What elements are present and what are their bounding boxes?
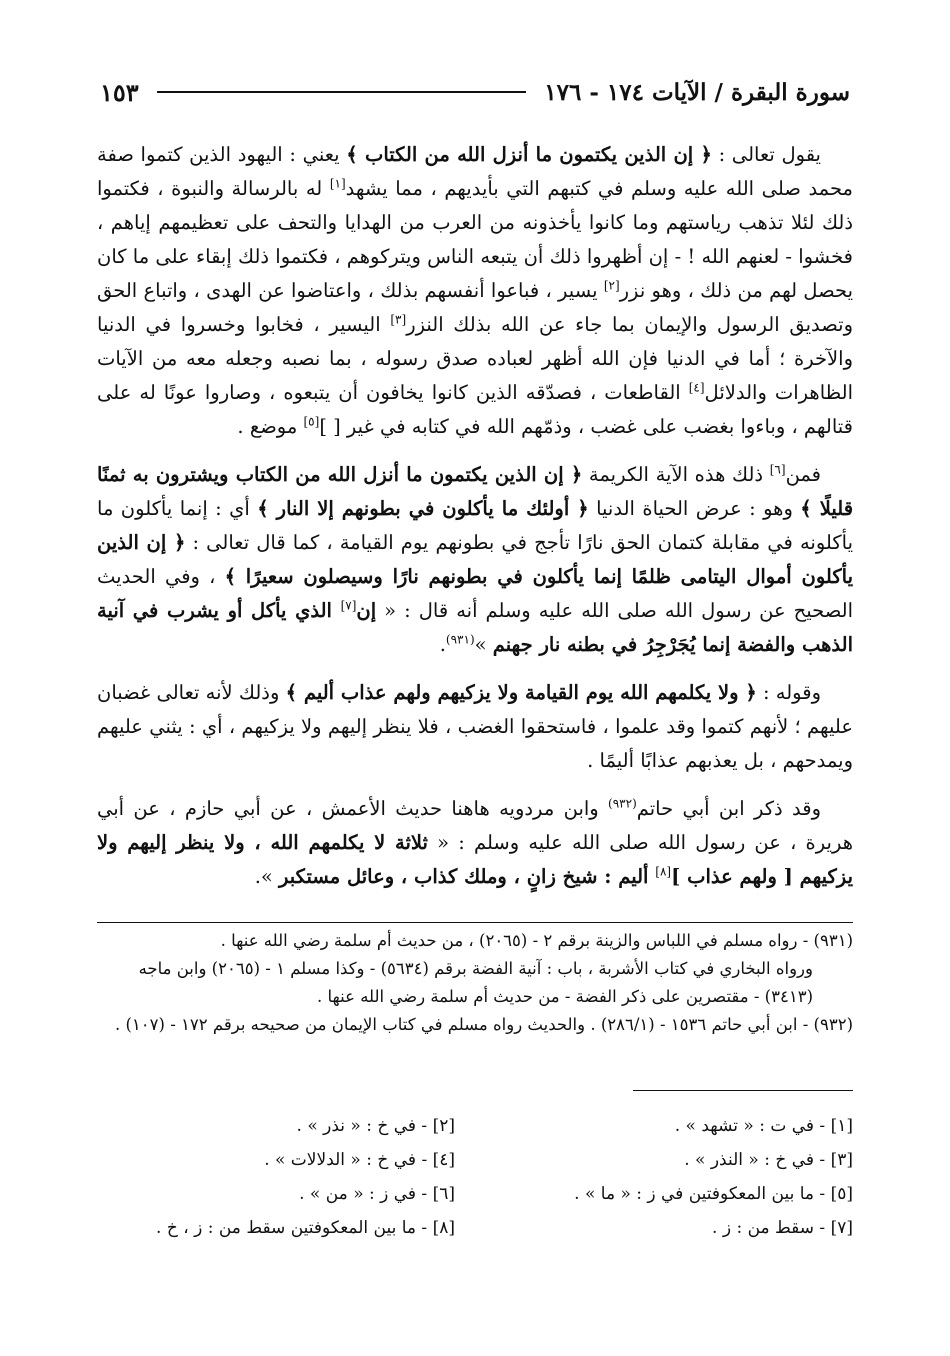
body-text xyxy=(97,138,853,908)
variant-3: [٣] - في خ : « النذر » . xyxy=(684,1150,853,1170)
variant-5: [٥] - ما بين المعكوفتين في ز : « ما » . xyxy=(574,1184,853,1204)
text-run: . xyxy=(439,633,446,656)
text-run: اليسير ، فخابوا وخسروا في الدنيا والآخرة ؛ أما في الدنيا فإن الله أظهر لعباده صدق رسوله ، بما نصبه وجعله معه من الآيات الظاهرات والدلائل xyxy=(97,313,854,404)
quoted-text: الذي يأكل أو يشرب في آنية الذهب والفضة إنما يُجَرْجِرُ في بطنه نار جهنم xyxy=(97,599,853,656)
text-run: وقد ذكر ابن أبي حاتم xyxy=(636,797,821,820)
variant-1: [١] - في ت : « تشهد » . xyxy=(674,1116,853,1136)
text-run: أي : إنما يأكلون ما يأكلونه في مقابلة كتمان الحق نارًا تأجج في بطونهم يوم القيامة ، كما قال تعالى : xyxy=(97,497,854,554)
variant-readings xyxy=(97,1112,853,1242)
paragraph-4 xyxy=(97,792,853,894)
quoted-text: ﴿ إن الذين يكتمون ما أنزل الله من الكتاب ﴾ xyxy=(346,143,712,166)
variant-8: [٨] - ما بين المعكوفتين سقط من : ز ، خ . xyxy=(156,1218,455,1238)
text-run: موضع . xyxy=(237,415,304,438)
variant-2: [٢] - في خ : « نذر » . xyxy=(296,1116,455,1136)
text-run: وابن مردويه هاهنا حديث الأعمش ، عن أبي حازم ، عن أبي هريرة ، عن رسول الله صلى الله عليه وسلم : « xyxy=(97,797,853,854)
quoted-text: ﴿ إن الذين يأكلون أموال اليتامى ظلمًا إنما يأكلون في بطونهم نارًا وسيصلون سعيرًا ﴾ xyxy=(97,531,853,588)
text-run: القاطعات ، فصدّقه الذين كانوا يخافون أن يتبعوه ، وصاروا عونًا له على قتالهم ، وباءوا بغضب على غضب ، وذمّهم الله في كتابه في غير [ ] xyxy=(97,381,853,438)
text-run: » xyxy=(474,633,493,656)
text-run: فمن xyxy=(785,463,822,486)
text-run: ». xyxy=(254,865,280,888)
paragraph-2 xyxy=(97,458,853,662)
quoted-text: ﴿ إن الذين يكتمون ما أنزل الله من الكتاب ويشترون به ثمنًا قليلًا ﴾ xyxy=(97,463,854,520)
text-run: وقوله : xyxy=(756,681,821,704)
reference-marker: [٨] xyxy=(655,864,672,879)
reference-marker: [٢] xyxy=(603,278,620,293)
footnote-931: (٩٣١) - رواه مسلم في اللباس والزينة برقم ٢ - (٢٠٦٥) ، من حديث أم سلمة رضي الله عنها . xyxy=(220,931,853,950)
header-rule xyxy=(157,91,527,93)
text-run: له بالرسالة والنبوة ، فكتموا ذلك لئلا تذهب رياستهم وما كانوا يأخذونه من العرب من الهدايا والتحف على تعظيمهم إياهم ، فخشوا - لعنهم الله ! - إن أظهروا ذلك أن يتبعه الناس ويتركوهم ، فكتموا ذلك إبقاء على ما كان يحصل لهم من ذلك ، وهو نزر xyxy=(97,177,853,302)
text-run: يسير ، فباعوا أنفسهم بذلك ، واعتاضوا عن الهدى ، واتباع الحق وتصديق الرسول والإيمان بما جاء عن الله بذلك النزر xyxy=(97,279,853,336)
text-run: يعني : اليهود الذين كتموا صفة محمد صلى الله عليه وسلم في كتبهم التي بأيديهم ، مما يشهد xyxy=(97,143,853,200)
footnote-932: (٩٣٢) - ابن أبي حاتم ١٥٣٦ - (٢٨٦/١) . والحديث رواه مسلم في كتاب الإيمان من صحيحه برقم ١٧٢ - (١٠٧) . xyxy=(114,1015,853,1034)
reference-marker: [٦] xyxy=(769,462,786,477)
reference-marker: (٩٣١) xyxy=(445,632,475,647)
quoted-text: ﴿ أولئك ما يأكلون في بطونهم إلا النار ﴾ xyxy=(257,497,589,520)
reference-marker: [٣] xyxy=(390,312,407,327)
reference-marker: (٩٣٢) xyxy=(608,796,637,811)
page-number: ١٥٣ xyxy=(100,77,139,107)
text-run: يقول تعالى : xyxy=(711,143,821,166)
reference-marker: [٤] xyxy=(688,380,705,395)
quoted-text: إن xyxy=(356,599,377,622)
text-run: ذلك هذه الآية الكريمة xyxy=(582,463,770,486)
text-run: ، وفي الحديث الصحيح عن رسول الله صلى الله عليه وسلم أنه قال : « xyxy=(97,565,854,622)
reference-marker: [٧] xyxy=(340,598,357,613)
footnote-931-continued: ورواه البخاري في كتاب الأشربة ، باب : آنية الفضة برقم (٥٦٣٤) - وكذا مسلم ١ - (٢٠٦٥) وابن ماجه (٣٤١٣) - مقتصرين على ذكر الفضة - من حديث أم سلمة رضي الله عنها . xyxy=(138,959,813,1006)
footnotes-section xyxy=(97,922,853,1039)
footnotes-end-rule xyxy=(633,1090,853,1091)
quoted-text: ﴿ ولا يكلمهم الله يوم القيامة ولا يزكيهم ولهم عذاب أليم ﴾ xyxy=(285,681,757,704)
quoted-text: أليم : شيخ زانٍ ، وملك كذاب ، وعائل مستكبر xyxy=(279,865,656,888)
paragraph-3 xyxy=(97,676,853,778)
running-title: سورة البقرة / الآيات ١٧٤ - ١٧٦ xyxy=(544,78,850,106)
variant-6: [٦] - في ز : « من » . xyxy=(299,1184,455,1204)
variant-4: [٤] - في خ : « الدلالات » . xyxy=(264,1150,455,1170)
quoted-text: ثلاثة لا يكلمهم الله ، ولا ينظر إليهم ولا يزكيهم [ ولهم عذاب ] xyxy=(97,831,853,888)
paragraph-1 xyxy=(97,138,853,444)
text-run: وذلك لأنه تعالى غضبان عليهم ؛ لأنهم كتموا وقد علموا ، فاستحقوا الغضب ، فلا ينظر إليهم ولا يزكيهم ، أي : يثني عليهم ويمدحهم ، بل يعذبهم عذابًا أليمًا . xyxy=(97,681,853,772)
page-header xyxy=(100,72,850,112)
reference-marker: [٥] xyxy=(303,414,320,429)
text-run: وهو : عرض الحياة الدنيا xyxy=(588,497,801,520)
reference-marker: [١] xyxy=(329,176,346,191)
variant-7: [٧] - سقط من : ز . xyxy=(712,1218,853,1238)
